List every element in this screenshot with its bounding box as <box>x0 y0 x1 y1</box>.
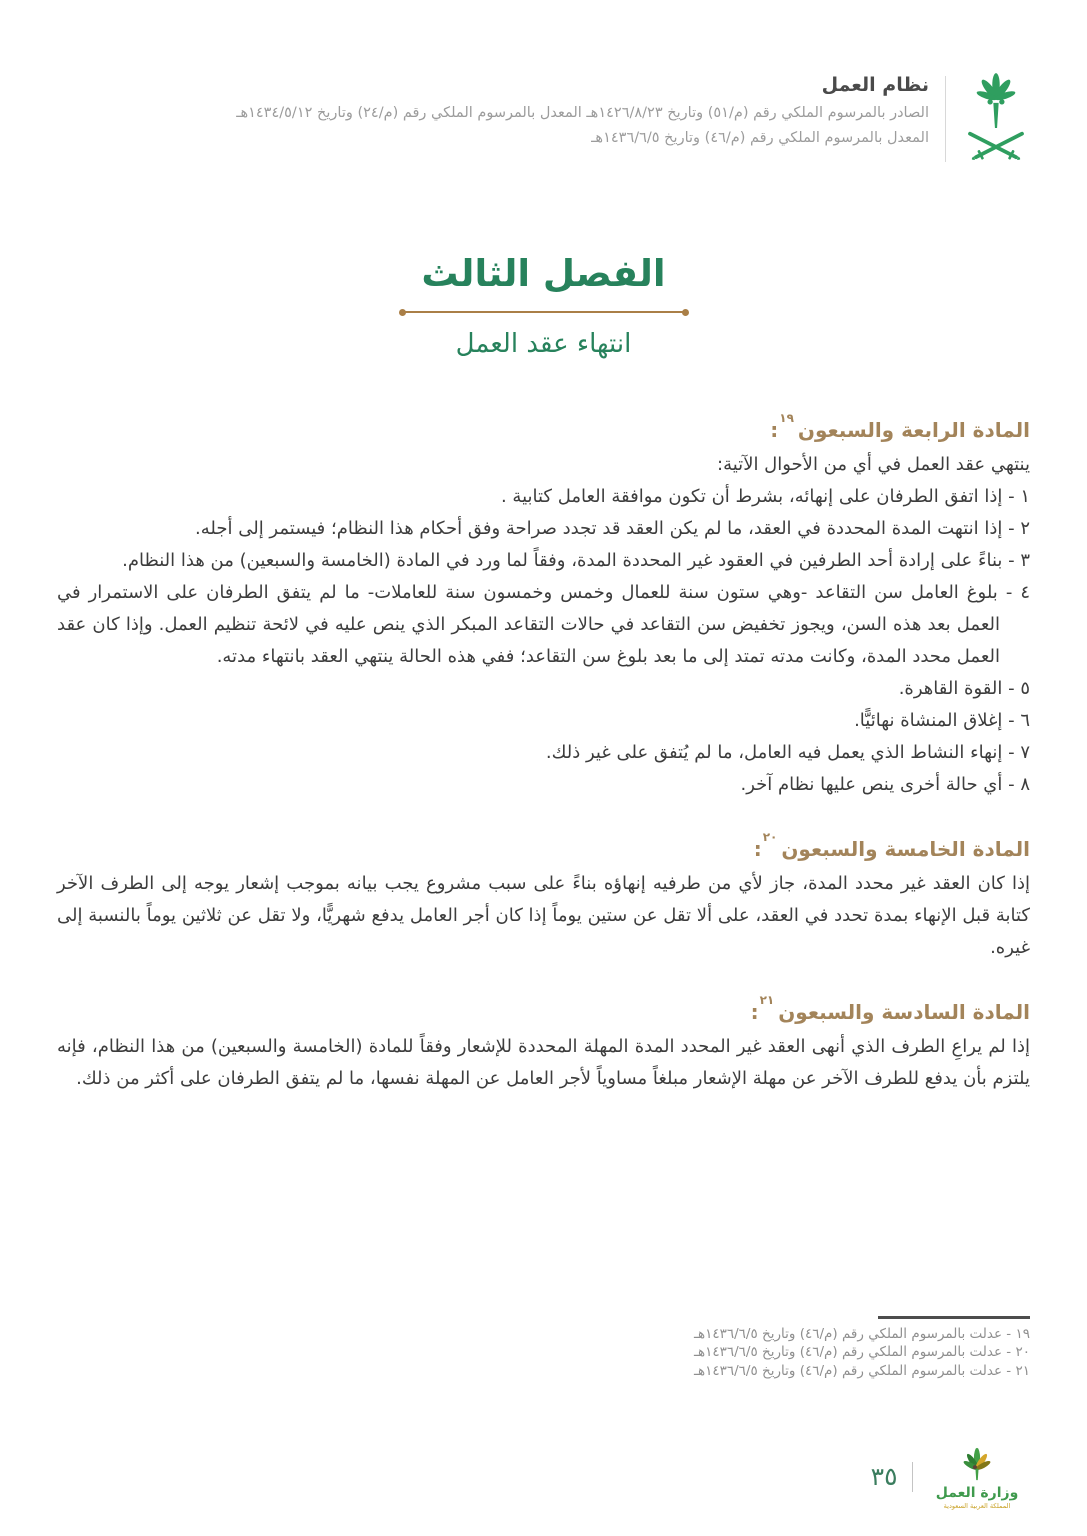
article-74-item-8: ٨ - أي حالة أخرى ينص عليها نظام آخر. <box>740 774 1030 795</box>
ministry-name: وزارة العمل <box>935 1485 1019 1501</box>
footnote-19: ١٩ - عدلت بالمرسوم الملكي رقم (م/٤٦) وتاريخ ١٤٣٦/٦/٥هـ <box>694 1325 1030 1342</box>
article-75-heading-text: المادة الخامسة والسبعون <box>781 837 1030 861</box>
page-header <box>57 72 1030 168</box>
article-76-footnote-ref: ٢١ <box>759 993 775 1008</box>
footnotes-rule <box>878 1316 1030 1319</box>
article-75-body: إذا كان العقد غير محدد المدة، جاز لأي من طرفيه إنهاؤه بناءً على سبب مشروع يجب بيانه بموجب إشعار يوجه إلى الطرف الآخر كتابة قبل الإنهاء بمدة تحدد في العقد، على ألا تقل عن ستين يوماً إذا كان أجر العامل يدفع شهريًّا، ولا تقل عن ثلاثين يوماً بالنسبة إلى غيره. <box>57 873 1030 958</box>
article-74-item-2: ٢ - إذا انتهت المدة المحددة في العقد، ما لم يكن العقد قد تجدد صراحة وفق أحكام هذا النظام؛ فيستمر إلى أجله. <box>195 518 1030 539</box>
saudi-emblem-icon <box>962 72 1030 168</box>
article-74-item-1: ١ - إذا اتفق الطرفان على إنهائه، بشرط أن تكون موافقة العامل كتابية . <box>500 486 1030 507</box>
chapter-divider-line <box>402 311 686 313</box>
article-76-heading-colon: : <box>750 1000 759 1024</box>
article-75-heading <box>57 830 1030 861</box>
article-75-heading-colon: : <box>753 837 762 861</box>
article-74-heading-colon: : <box>770 418 779 442</box>
article-76-body: إذا لم يراعِ الطرف الذي أنهى العقد غير المحدد المدة المهلة المحددة للإشعار وفقاً للمادة (الخامسة والسبعين) من هذا النظام، فإنه يلتزم بأن يدفع للطرف الآخر عن مهلة الإشعار مبلغاً مساوياً لأجر العامل عن المهلة نفسها، ما لم يتفق الطرفان على أكثر من ذلك. <box>57 1036 1030 1089</box>
ministry-palm-icon <box>951 1443 1003 1483</box>
ministry-logo <box>927 1443 1027 1510</box>
header-divider <box>945 76 946 162</box>
article-76-heading <box>57 993 1030 1024</box>
decree-line-2: المعدل بالمرسوم الملكي رقم (م/٤٦) وتاريخ ١٤٣٦/٦/٥هـ <box>591 130 929 146</box>
article-75-footnote-ref: ٢٠ <box>762 830 778 845</box>
decree-line-1: الصادر بالمرسوم الملكي رقم (م/٥١) وتاريخ ١٤٢٦/٨/٢٣هـ المعدل بالمرسوم الملكي رقم (م/٢٤) وتاريخ ١٤٣٤/٥/١٢هـ <box>236 105 929 121</box>
chapter-subtitle: انتهاء عقد العمل <box>455 329 632 359</box>
article-76 <box>57 993 1030 1095</box>
chapter-block <box>0 252 1087 359</box>
article-74-item-4: ٤ - بلوغ العامل سن التقاعد -وهي ستون سنة للعمال وخمس وخمسون سنة للعاملات- ما لم يتفق الطرفان على الاستمرار في العمل بعد هذه السن، ويجوز تخفيض سن التقاعد في حالات التقاعد المبكر الذي ينص عليه في لائحة تنظيم العمل. وإذا كان عقد العمل محدد المدة، وكانت مدته تمتد إلى ما بعد بلوغ سن التقاعد؛ ففي هذه الحالة ينتهي العقد بانتهاء مدته. <box>57 582 1030 667</box>
article-74-heading-text: المادة الرابعة والسبعون <box>797 418 1030 442</box>
article-74-footnote-ref: ١٩ <box>779 411 794 426</box>
article-74 <box>57 411 1030 801</box>
article-74-item-6: ٦ - إغلاق المنشاة نهائيًّا. <box>854 710 1030 731</box>
page-footer <box>871 1443 1027 1510</box>
footnote-21: ٢١ - عدلت بالمرسوم الملكي رقم (م/٤٦) وتاريخ ١٤٣٦/٦/٥هـ <box>694 1362 1030 1379</box>
article-74-item-3: ٣ - بناءً على إرادة أحد الطرفين في العقود غير المحددة المدة، وفقاً لما ورد في المادة (الخامسة والسبعين) من هذا النظام. <box>122 550 1030 571</box>
article-74-intro: ينتهي عقد العمل في أي من الأحوال الآتية: <box>717 454 1030 475</box>
article-74-heading <box>57 411 1030 442</box>
article-76-heading-text: المادة السادسة والسبعون <box>778 1000 1030 1024</box>
footnote-20: ٢٠ - عدلت بالمرسوم الملكي رقم (م/٤٦) وتاريخ ١٤٣٦/٦/٥هـ <box>694 1344 1030 1360</box>
footnotes-block <box>450 1316 1030 1380</box>
chapter-title: الفصل الثالث <box>421 252 666 295</box>
footer-divider-bar <box>912 1462 914 1492</box>
article-74-item-5: ٥ - القوة القاهرة. <box>898 678 1030 699</box>
articles-content <box>57 411 1030 1129</box>
article-74-item-7: ٧ - إنهاء النشاط الذي يعمل فيه العامل، ما لم يُتفق على غير ذلك. <box>545 742 1030 763</box>
header-text-block <box>236 72 929 151</box>
page-number: ٣٥ <box>870 1462 898 1491</box>
law-title: نظام العمل <box>821 74 929 96</box>
article-75 <box>57 830 1030 964</box>
ministry-subtitle: المملكة العربية السعودية <box>943 1502 1011 1510</box>
